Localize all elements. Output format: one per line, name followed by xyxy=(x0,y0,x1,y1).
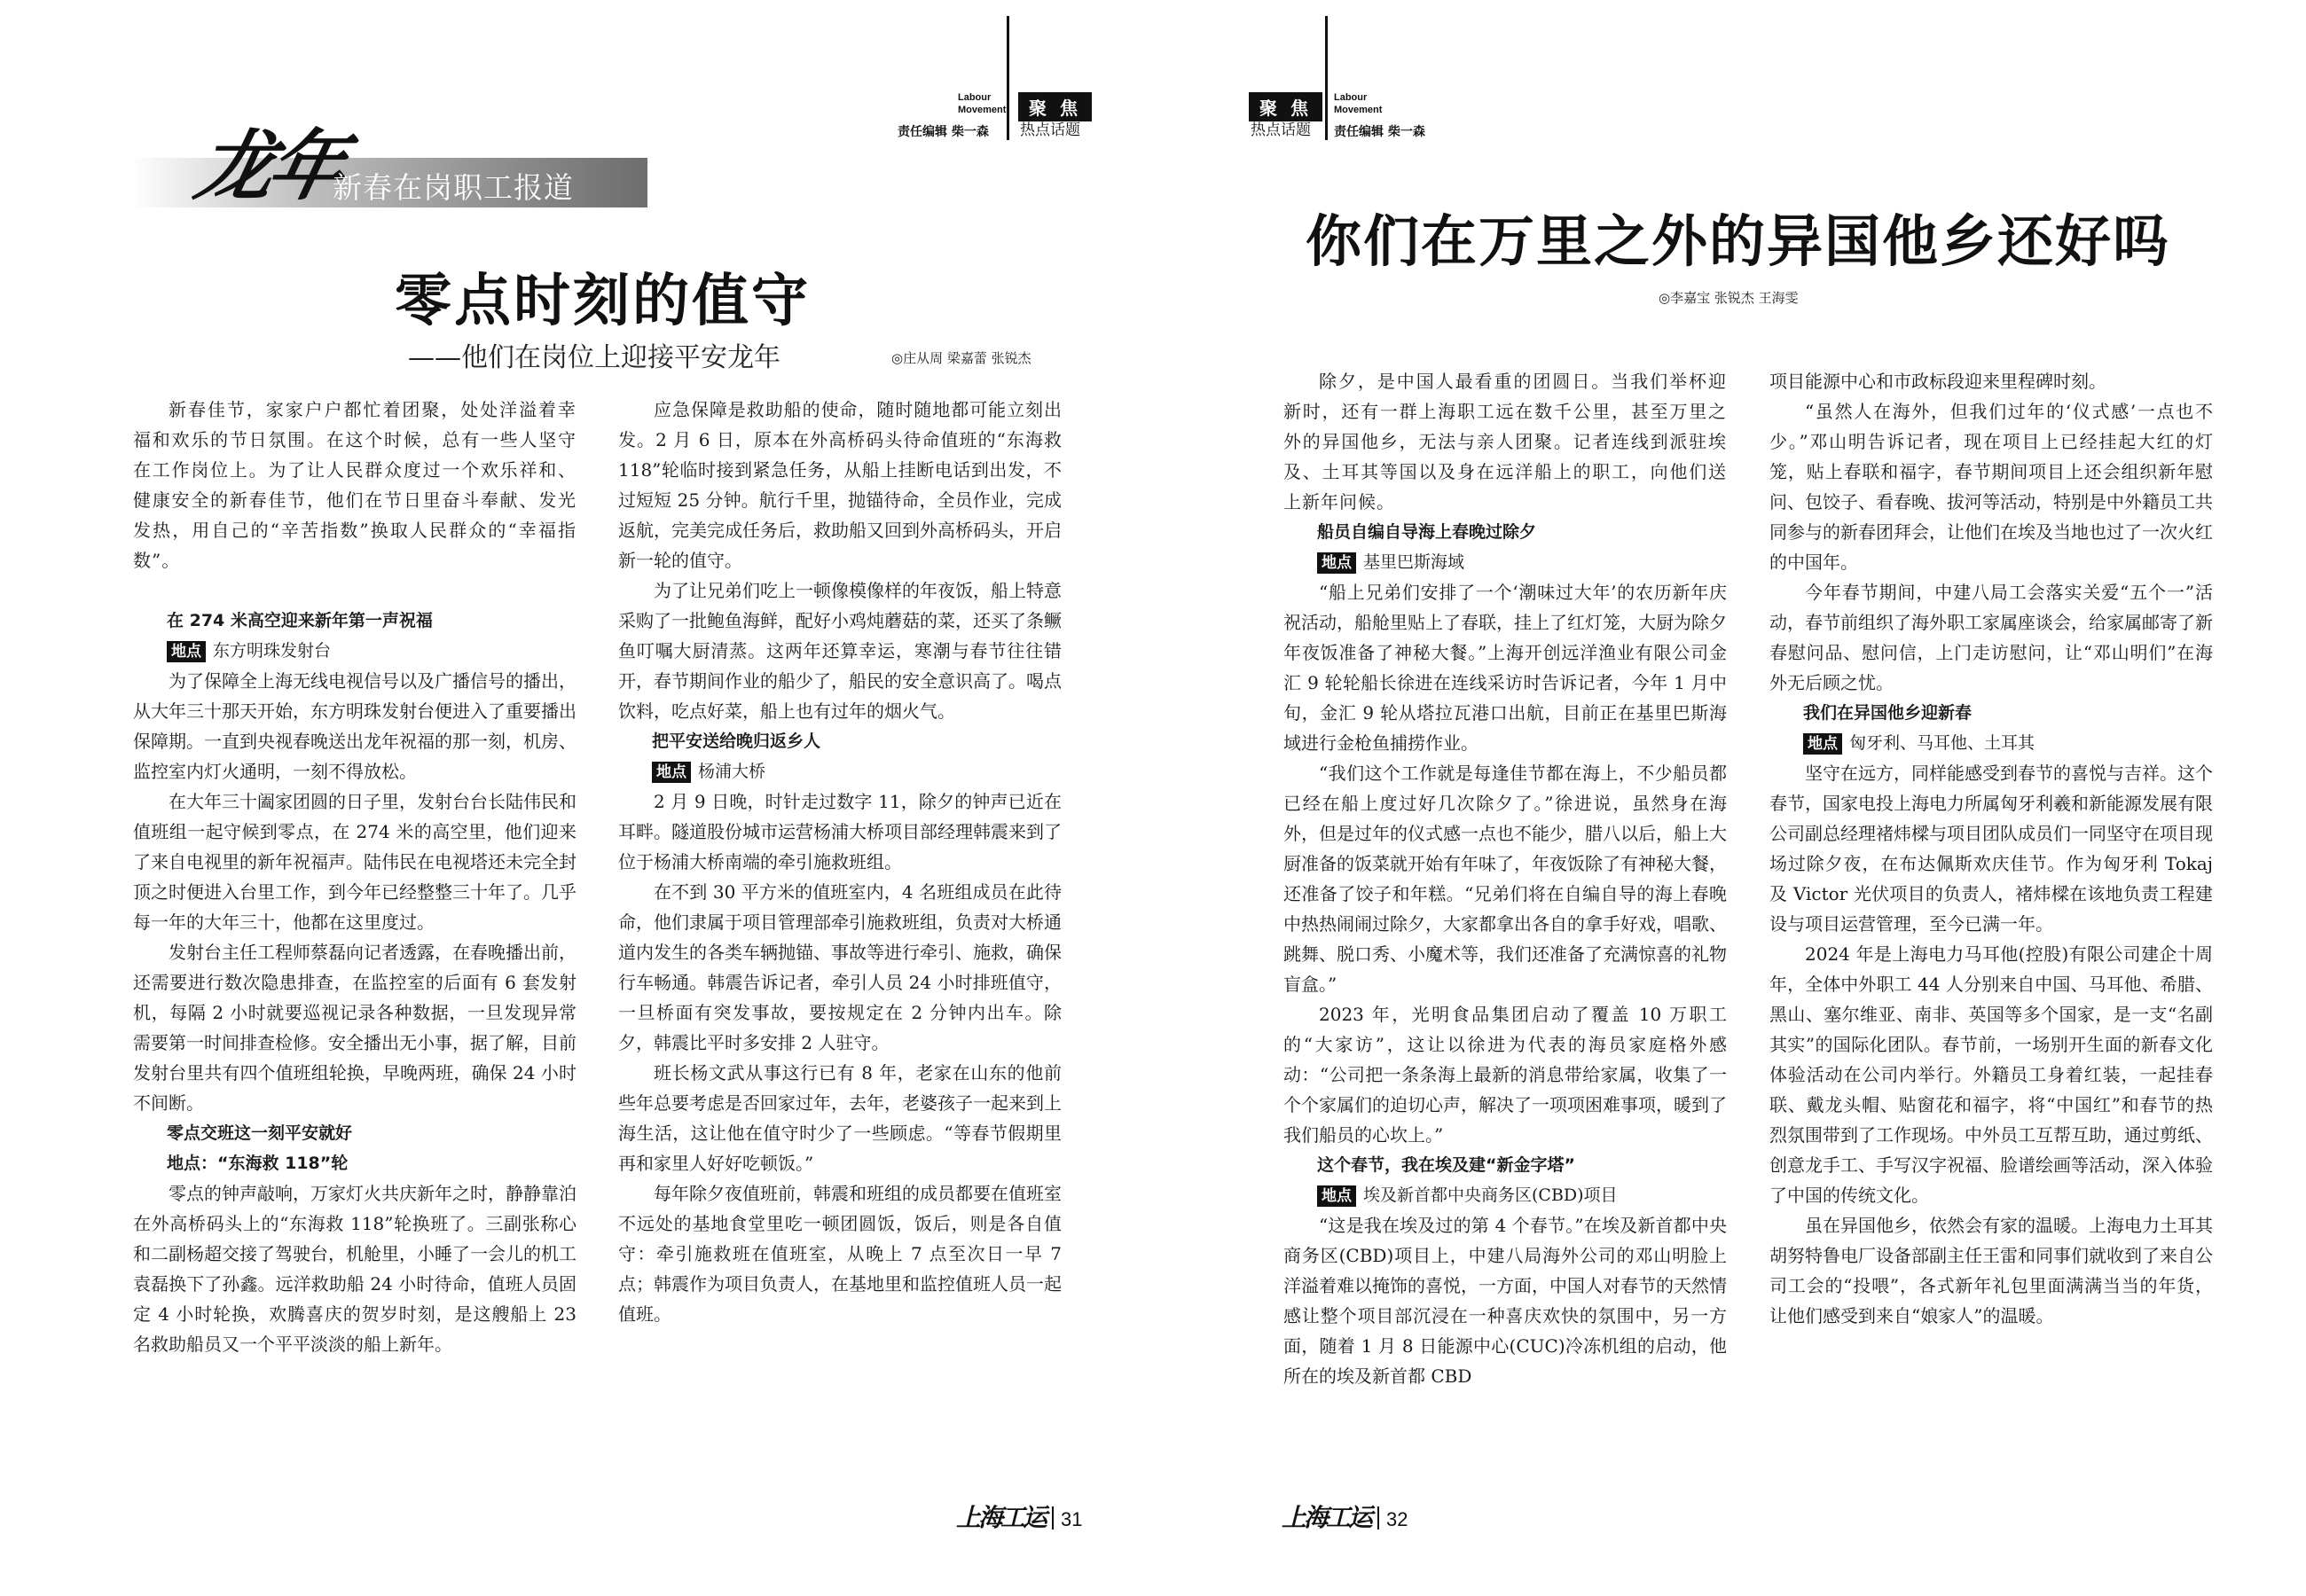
column-header-left xyxy=(898,16,1135,140)
paragraph: 每年除夕夜值班前，韩震和班组的成员都要在值班室不远处的基地食堂里吃一顿团圆饭，饭后，则是各自值守：牵引施救班在值班室，从晚上 7 点至次日一早 7 点；韩震作为项目负责人，在基地里和监控值班人员一起值班。 xyxy=(618,1183,1062,1325)
section-heading: 在 274 米高空迎来新年第一声祝福 xyxy=(167,611,433,630)
spacer xyxy=(133,575,576,606)
location-line xyxy=(133,636,576,666)
byline: ◎李嘉宝 张锐杰 王海雯 xyxy=(1659,290,1799,306)
folio-separator xyxy=(1377,1506,1379,1530)
location-tag: 地点 xyxy=(167,641,206,662)
paragraph: 在不到 30 平方米的值班室内，4 名班组成员在此待命，他们隶属于项目管理部牵引施救班组，负责对大桥通道内发生的各类车辆抛锚、事故等进行牵引、施救，确保行车畅通。韩震告诉记者，牵引人员 24 小时排班值守，一旦桥面有突发事故，要按规定在 2 分钟内出车。除夕，韩震比平时多安排 2 人驻守。 xyxy=(618,881,1062,1053)
header-en-line-2: Movement xyxy=(1334,105,1383,115)
paragraph: 2023 年，光明食品集团启动了覆盖 10 万职工的“大家访”，这让以徐进为代表的海员家庭格外感动：“公司把一条条海上最新的消息带给家属，收集了一个个家属们的迫切心声，解决了一项项困难事项，暖到了我们船员的心坎上。” xyxy=(1283,1004,1727,1146)
paragraph: 在大年三十阖家团圆的日子里，发射台台长陆伟民和值班组一起守候到零点，在 274 米的高空里，他们迎来了来自电视里的新年祝福声。陆伟民在电视塔还未完全封顶之时便进入台里工作，到今年已经整整三十年了。几乎每一年的大年三十，他都在这里度过。 xyxy=(133,791,576,933)
paragraph: 应急保障是救助船的使命，随时随地都可能立刻出发。2 月 6 日，原本在外高桥码头待命值班的“东海救 118”轮临时接到紧急任务，从船上挂断电话到出发，不过短短 25 分钟。航行千里，抛锚待命，全员作业，完成返航，完美完成任务后，救助船又回到外高桥码头，开启新一轮的值守。 xyxy=(618,399,1062,571)
header-en-line-2: Movement xyxy=(958,105,1007,115)
page-number: 32 xyxy=(1386,1508,1408,1530)
paragraph: 班长杨文武从事这行已有 8 年，老家在山东的他前些年总要考虑是否回家过年，去年，老婆孩子一起来到上海生活，这让他在值守时少了一些顾虑。“等春节假期里再和家里人好好吃顿饭。” xyxy=(618,1062,1062,1174)
location-tag: 地点 xyxy=(1317,552,1356,574)
paragraph: 为了保障全上海无线电视信号以及广播信号的播出，从大年三十那天开始，东方明珠发射台便进入了重要播出保障期。一直到央视春晚送出龙年祝福的那一刻，机房、监控室内灯火通明，一刻不得放松。 xyxy=(133,670,576,782)
paragraph: “虽然人在海外，但我们过年的‘仪式感’一点也不少。”邓山明告诉记者，现在项目上已经挂起大红的灯笼，贴上春联和福字，春节期间项目上还会组织新年慰问、包饺子、看春晚、拔河等活动，特别是中外籍员工共同参与的新春团拜会，让他们在埃及当地也过了一次火红的中国年。 xyxy=(1769,401,2213,573)
location-line xyxy=(1283,547,1727,577)
column-2 xyxy=(618,395,1062,1329)
paragraph: “我们这个工作就是每逢佳节都在海上，不少船员都已经在船上度过好几次除夕了。”徐进说，虽然身在海外，但是过年的仪式感一点也不能少，腊八以后，船上大厨准备的饭菜就开始有年味了，年夜饭除了有神秘大餐，还准备了饺子和年糕。“兄弟们将在自编自导的海上春晚中热热闹闹过除夕，大家都拿出各自的拿手好戏，唱歌、跳舞、脱口秀、小魔术等，我们还准备了充满惊喜的礼物盲盒。” xyxy=(1283,763,1727,995)
header-rule xyxy=(1325,16,1328,140)
location-line xyxy=(1283,1180,1727,1210)
page-32 xyxy=(1153,0,2306,1596)
location-tag: 地点 xyxy=(652,762,691,783)
column-1 xyxy=(1283,366,1727,1391)
article-subtitle: ——他们在岗位上迎接平安龙年 xyxy=(408,342,780,373)
column-subtitle: 热点话题 xyxy=(1020,121,1080,139)
section-heading: 这个春节，我在埃及建“新金字塔” xyxy=(1317,1155,1575,1175)
paragraph: 发射台主任工程师蔡磊向记者透露，在春晚播出前，还需要进行数次隐患排查，在监控室的后面有 6 套发射机，每隔 2 小时就要巡视记录各种数据，一旦发现异常需要第一时间排查检修。安全播出无小事，据了解，目前发射台里共有四个值班组轮换，早晚两班，确保 24 小时不间断。 xyxy=(133,942,576,1114)
section-heading: 船员自编自导海上春晚过除夕 xyxy=(1317,522,1537,542)
paragraph: 2024 年是上海电力马耳他(控股)有限公司建企十周年，全体中外职工 44 人分别来自中国、马耳他、希腊、黑山、塞尔维亚、南非、英国等多个国家，是一支“名副其实”的国际化团队。春节前，一场别开生面的新春文化体验活动在公司内举行。外籍员工身着红装，一起挂春联、戴龙头帽、贴窗花和福字，将“中国红”和春节的热烈氛围带到了工作现场。中外员工互帮互助，通过剪纸、创意龙手工、手写汉字祝福、脸谱绘画等活动，深入体验了中国的传统文化。 xyxy=(1769,943,2213,1206)
folio-left xyxy=(956,1498,1083,1534)
paragraph: 坚守在远方，同样能感受到春节的喜悦与吉祥。这个春节，国家电投上海电力所属匈牙利羲和新能源发展有限公司副总经理褚炜樑与项目团队成员们一同坚守在项目现场过除夕夜，在布达佩斯欢庆佳节。作为匈牙利 Tokaj 及 Victor 光伏项目的负责人，褚炜樑在该地负责工程建设与项目运营管理，至今已满一年。 xyxy=(1769,763,2213,935)
column-badge: 聚 焦 xyxy=(1018,92,1092,121)
article-title: 零点时刻的值守 xyxy=(395,269,811,334)
page-number: 31 xyxy=(1061,1508,1083,1530)
intro-paragraph: 新春佳节，家家户户都忙着团聚，处处洋溢着幸福和欢乐的节日氛围。在这个时候，总有一些人坚守在工作岗位上。为了让人民群众度过一个欢乐祥和、健康安全的新春佳节，他们在节日里奋斗奉献、发光发热，用自己的“辛苦指数”换取人民群众的“幸福指数”。 xyxy=(133,399,576,571)
header-rule xyxy=(1007,16,1009,140)
location-line: 地点：“东海救 118”轮 xyxy=(167,1154,349,1173)
magazine-logo: 上海工运 xyxy=(956,1503,1046,1532)
magazine-logo: 上海工运 xyxy=(1282,1503,1371,1532)
byline: ◎庄从周 梁嘉蕾 张锐杰 xyxy=(891,350,1031,366)
location-text: 基里巴斯海域 xyxy=(1363,552,1465,572)
section-heading: 把平安送给晚归返乡人 xyxy=(652,732,821,751)
paragraph: 2 月 9 日晚，时针走过数字 11，除夕的钟声已近在耳畔。隧道股份城市运营杨浦大桥项目部经理韩震来到了位于杨浦大桥南端的牵引施救班组。 xyxy=(618,791,1062,872)
paragraph: 零点的钟声敲响，万家灯火共庆新年之时，静静靠泊在外高桥码头上的“东海救 118”轮换班了。三副张称心和二副杨超交接了驾驶台，机舱里，小睡了一会儿的机工袁磊换下了孙鑫。远洋救助船 24 小时待命，值班人员固定 4 小时轮换，欢腾喜庆的贺岁时刻，是这艘船上 23 名救助船员又一个平平淡淡的船上新年。 xyxy=(133,1183,576,1355)
banner-text: 新春在岗职工报道 xyxy=(333,170,574,205)
column-header-right xyxy=(1249,16,1479,140)
header-en-line-1: Labour xyxy=(958,92,992,103)
folio-separator xyxy=(1052,1506,1054,1530)
article-title: 你们在万里之外的异国他乡还好吗 xyxy=(1306,209,2170,274)
header-en-line-1: Labour xyxy=(1334,92,1368,103)
paragraph: “船上兄弟们安排了一个‘潮味过大年’的农历新年庆祝活动，船舱里贴上了春联，挂上了红灯笼，大厨为除夕年夜饭准备了神秘大餐。”上海开创远洋渔业有限公司金汇 9 轮轮船长徐进在连线采访时告诉记者，今年 1 月中旬，金汇 9 轮从塔拉瓦港口出航，目前正在基里巴斯海域进行金枪鱼捕捞作业。 xyxy=(1283,582,1727,754)
location-tag: 地点 xyxy=(1317,1185,1356,1207)
location-text: 杨浦大桥 xyxy=(698,762,766,781)
editor-credit: 责任编辑 柴一森 xyxy=(898,125,989,139)
column-badge: 聚 焦 xyxy=(1249,92,1322,121)
section-heading: 零点交班这一刻平安就好 xyxy=(167,1123,353,1143)
section-heading: 我们在异国他乡迎新春 xyxy=(1803,703,1973,723)
folio-right xyxy=(1282,1498,1408,1534)
paragraph: 为了让兄弟们吃上一顿像模像样的年夜饭，船上特意采购了一批鲍鱼海鲜，配好小鸡炖蘑菇的菜，还买了条鳜鱼叮嘱大厨清蒸。这两年还算幸运，寒潮与春节往往错开，春节期间作业的船少了，船民的安全意识高了。喝点饮料，吃点好菜，船上也有过年的烟火气。 xyxy=(618,580,1062,722)
paragraph: 虽在异国他乡，依然会有家的温暖。上海电力土耳其胡努特鲁电厂设备部副主任王雷和同事们就收到了来自公司工会的“投喂”，各式新年礼包里面满满当当的年货，让他们感受到来自“娘家人”的温暖。 xyxy=(1769,1215,2213,1326)
banner-calligraphy: 龙年 xyxy=(188,121,350,211)
location-line xyxy=(1769,728,2213,758)
column-subtitle: 热点话题 xyxy=(1251,121,1311,139)
location-text: 东方明珠发射台 xyxy=(213,641,332,661)
paragraph: “这是我在埃及过的第 4 个春节。”在埃及新首都中央商务区(CBD)项目上，中建八局海外公司的邓山明脸上洋溢着难以掩饰的喜悦，一方面，中国人对春节的天然情感让整个项目部沉浸在一种喜庆欢快的氛围中，另一方面，随着 1 月 8 日能源中心(CUC)冷冻机组的启动，他所在的埃及新首都 CBD xyxy=(1283,1215,1727,1387)
location-text: 匈牙利、马耳他、土耳其 xyxy=(1849,733,2035,753)
editor-credit: 责任编辑 柴一森 xyxy=(1334,125,1425,139)
paragraph: 今年春节期间，中建八局工会落实关爱“五个一”活动，春节前组织了海外职工家属座谈会，给家属邮寄了新春慰问品、慰问信，上门走访慰问，让“邓山明们”在海外无后顾之忧。 xyxy=(1769,582,2213,693)
column-2 xyxy=(1769,366,2213,1331)
location-tag: 地点 xyxy=(1803,733,1842,755)
location-text: 埃及新首都中央商务区(CBD)项目 xyxy=(1363,1185,1618,1205)
column-1 xyxy=(133,395,576,1359)
paragraph: 项目能源中心和市政标段迎来里程碑时刻。 xyxy=(1769,371,2106,392)
intro-paragraph: 除夕，是中国人最看重的团圆日。当我们举杯迎新时，还有一群上海职工远在数千公里，甚至万里之外的异国他乡，无法与亲人团聚。记者连线到派驻埃及、土耳其等国以及身在远洋船上的职工，向他们送上新年问候。 xyxy=(1283,371,1727,512)
location-line xyxy=(618,756,1062,786)
